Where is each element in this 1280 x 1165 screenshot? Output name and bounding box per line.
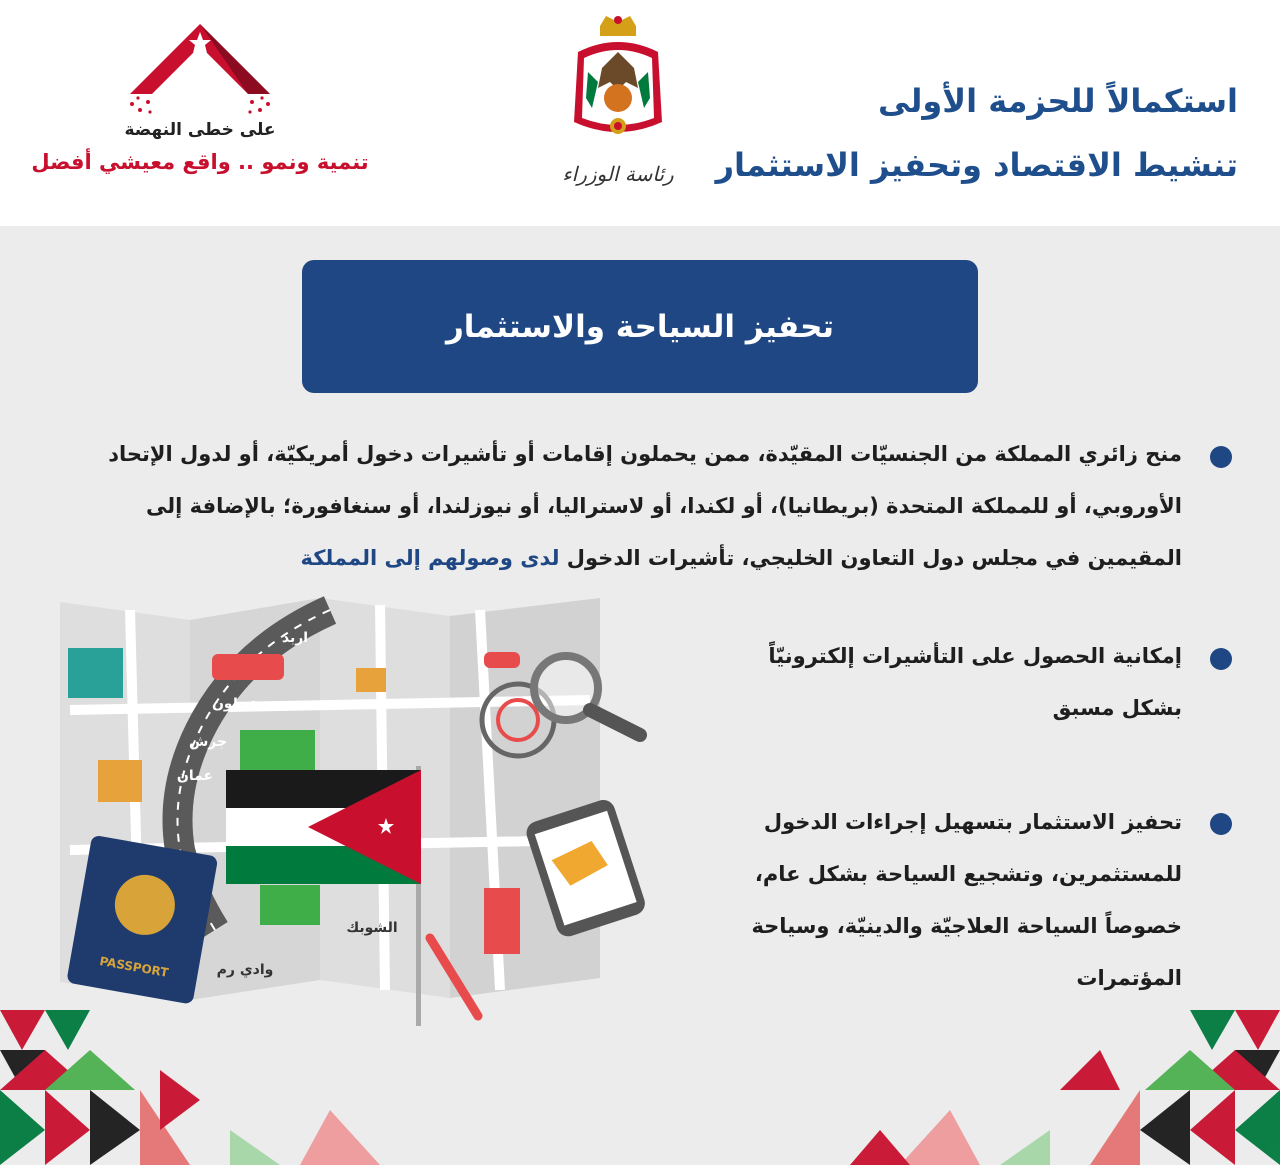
city-label: عجلون: [211, 696, 259, 712]
point-highlight: لدى وصولهم إلى المملكة: [300, 546, 560, 570]
section-banner: [302, 260, 978, 393]
coat-of-arms-logo: [558, 12, 678, 192]
campaign-slogan: تنمية ونمو .. واقع معيشي أفضل: [31, 150, 369, 174]
point-investment: تحفيز الاستثمار بتسهيل إجراءات الدخول للمستثمرين، وتشجيع السياحة بشكل عام، خصوصاً السياحة العلاجيّة والدينيّة، وسياحة المؤتمرات: [751, 810, 1182, 990]
point-evisa: إمكانية الحصول على التأشيرات إلكترونيّاً بشكل مسبق: [768, 644, 1182, 720]
emblem-caption: رئاسة الوزراء: [562, 162, 674, 186]
campaign-subtitle: على خطى النهضة: [124, 120, 276, 140]
point-visa-on-arrival: [102, 428, 1182, 584]
city-label: جرش: [188, 734, 228, 750]
city-label: عمان: [176, 768, 214, 784]
decorative-pattern: [0, 990, 1280, 1165]
city-label: الشوبك: [346, 920, 398, 936]
header: [0, 0, 1280, 226]
city-label: اربد: [281, 630, 309, 646]
passport-label: PASSPORT: [98, 954, 170, 980]
campaign-logo: [120, 14, 280, 124]
map-illustration: [0, 590, 670, 1030]
section-title: تحفيز السياحة والاستثمار: [445, 308, 835, 345]
bullet-icon: [1210, 446, 1232, 468]
page-title: استكمالاً للحزمة الأولى: [877, 82, 1238, 120]
point-text: منح زائري المملكة من الجنسيّات المقيّدة، ممن يحملون إقامات أو تأشيرات دخول أمريكيّة، أو لدول الإتحاد الأوروبي، أو للمملكة المتحدة (بريطانيا)، أو لكندا، أو لاستراليا، أو نيوزلندا، أو سنغافورة؛ بالإضافة إلى المقيمين في مجلس دول التعاون الخليجي، تأشيرات الدخول: [108, 442, 1182, 570]
page-subtitle: تنشيط الاقتصاد وتحفيز الاستثمار: [715, 146, 1238, 184]
bullet-icon: [1210, 813, 1232, 835]
bullet-icon: [1210, 648, 1232, 670]
city-label: وادي رم: [216, 962, 274, 978]
